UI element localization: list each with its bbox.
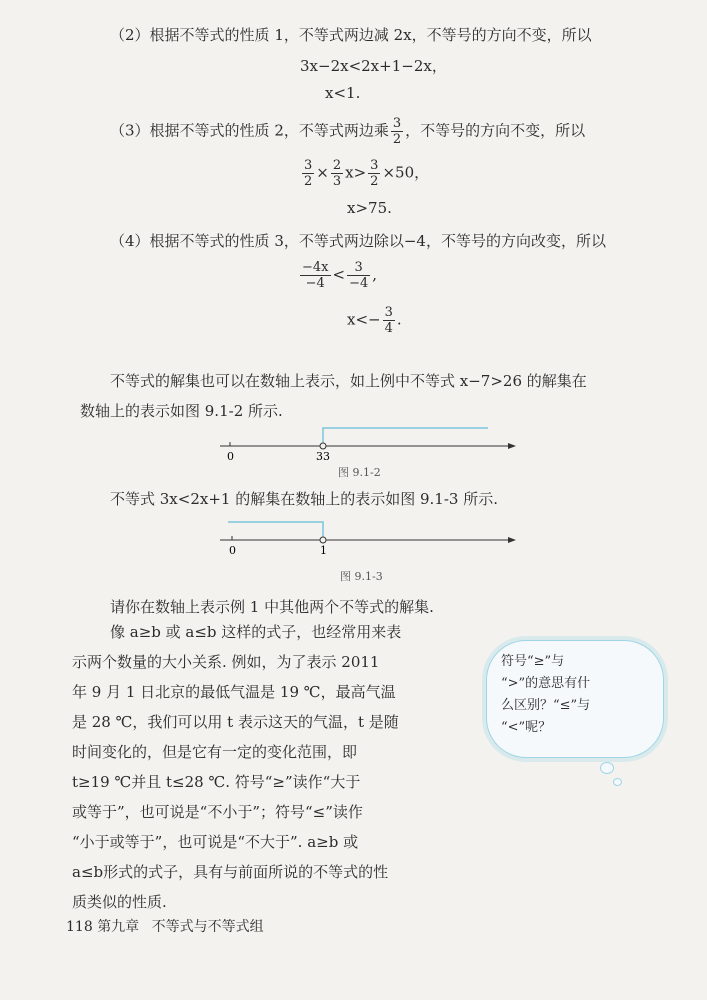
solution-2-intro: （2）根据不等式的性质 1，不等式两边减 2x，不等号的方向不变，所以 (110, 26, 592, 44)
bubble-dot (613, 778, 622, 786)
paragraph-line: 数轴上的表示如图 9.1-2 所示. (80, 402, 283, 420)
fraction (347, 260, 370, 291)
fraction (331, 158, 343, 189)
denominator: 2 (304, 174, 313, 189)
inequality-symbols-paragraph (72, 617, 401, 917)
numerator: 3 (304, 158, 313, 173)
numerator: 2 (332, 158, 342, 173)
thought-bubble (486, 640, 664, 758)
solution-4-result: x<− $\frac{3}{4}$ . (347, 305, 402, 336)
paragraph-line: 质类似的性质. (72, 893, 167, 911)
numerator: 3 (370, 158, 379, 173)
figure-caption: 图 9.1-3 (340, 570, 383, 583)
exercise-prompt: 请你在数轴上表示例 1 中其他两个不等式的解集. (110, 598, 434, 616)
number-line-figure-2 (220, 420, 520, 465)
number-line-paragraph (80, 366, 587, 426)
paragraph-line: t≥19 ℃并且 t≤28 ℃. 符号“≥”读作“大于 (72, 773, 361, 791)
fraction (391, 116, 403, 147)
paragraph-line: 或等于”，也可说是“不小于”；符号“≤”读作 (72, 803, 363, 821)
fraction (383, 305, 395, 336)
numerator: 3 (392, 116, 402, 131)
chapter-label: 第九章 (97, 919, 140, 935)
denominator: 2 (370, 174, 379, 189)
axis-arrow (508, 443, 516, 449)
tick-label-33: 33 (316, 450, 330, 463)
page-footer (66, 916, 264, 936)
chapter-title: 不等式与不等式组 (151, 919, 264, 935)
denominator: 2 (392, 132, 402, 147)
fraction (368, 158, 380, 189)
axis-arrow (508, 537, 516, 543)
paragraph-line: 是 28 ℃，我们可以用 t 表示这天的气温，t 是随 (72, 713, 399, 731)
solution-ray (323, 428, 488, 444)
solution-3-step1: $\frac{3}{2}$ × $\frac{2}{3}$ x> $\frac{3}{2}$ ×50， (304, 158, 430, 189)
fraction (300, 260, 331, 291)
numerator: 3 (347, 260, 370, 276)
paragraph-line: “小于或等于”，也可说是“不大于”. a≥b 或 (72, 833, 359, 851)
fraction (302, 158, 314, 189)
bubble-line: 符号“≥”与 (501, 654, 565, 669)
expression-part: x<− (347, 310, 381, 329)
figure-caption: 图 9.1-2 (338, 466, 381, 479)
paragraph-line: 像 a≥b 或 a≤b 这样的式子，也经常用来表 (110, 623, 402, 641)
denominator: 4 (384, 321, 393, 336)
paragraph-line: 时间变化的，但是它有一定的变化范围，即 (72, 743, 358, 761)
bubble-line: “>”的意思有什 (501, 676, 591, 691)
numerator: −4x (302, 260, 329, 275)
tick-label-0: 0 (227, 450, 234, 463)
bubble-line: “<”呢？ (501, 720, 552, 735)
tick-label-0: 0 (229, 544, 236, 557)
solution-2-step1: 3x−2x<2x+1−2x， (300, 57, 447, 75)
solution-4-intro: （4）根据不等式的性质 3，不等式两边除以−4，不等号的方向改变，所以 (110, 232, 606, 250)
solution-4-step1: $\frac{-4x}{-4}$ < $\frac{3}{-4}$ , (302, 260, 378, 291)
denominator: −4 (305, 276, 325, 291)
expression-part: x> (345, 163, 367, 182)
solution-3-result: x>75. (347, 199, 392, 217)
open-circle (320, 537, 326, 543)
solution-3-intro-a: （3）根据不等式的性质 2，不等式两边乘 (110, 121, 389, 140)
paragraph-line: 年 9 月 1 日北京的最低气温是 19 ℃，最高气温 (72, 683, 396, 701)
solution-3-intro-b: ，不等号的方向不变，所以 (405, 121, 586, 140)
paragraph-line: 示两个数量的大小关系. 例如，为了表示 2011 (72, 653, 380, 671)
solution-ray (228, 522, 323, 538)
denominator: 3 (332, 174, 342, 189)
page-number: 118 (66, 919, 93, 935)
bubble-line: 么区别？“≤”与 (501, 698, 591, 713)
bubble-dot (600, 762, 614, 774)
number-line-figure-3 (220, 514, 520, 559)
solution-2-result: x<1. (325, 84, 361, 102)
number-line-paragraph-2: 不等式 3x<2x+1 的解集在数轴上的表示如图 9.1-3 所示. (110, 490, 498, 508)
numerator: 3 (384, 305, 393, 320)
expression-part: ×50， (382, 163, 430, 182)
tick-label-1: 1 (320, 544, 327, 557)
paragraph-line: a≤b形式的式子，具有与前面所说的不等式的性 (72, 863, 389, 881)
denominator: −4 (349, 276, 369, 291)
paragraph-line: 不等式的解集也可以在数轴上表示，如上例中不等式 x−7>26 的解集在 (110, 372, 587, 390)
solution-3-intro (110, 116, 585, 147)
open-circle (320, 443, 326, 449)
